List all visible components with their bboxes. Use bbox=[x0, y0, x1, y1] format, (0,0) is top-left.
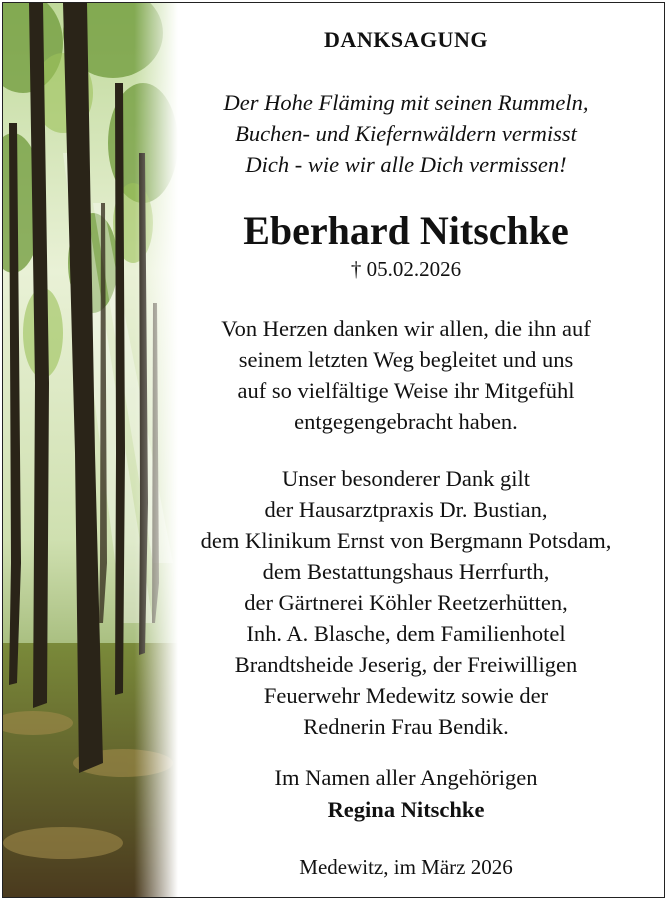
text-line: Unser besonderer Dank gilt bbox=[281, 466, 531, 491]
text-line: dem Bestattungshaus Herrfurth, bbox=[262, 559, 550, 584]
text-line: der Hausarztpraxis Dr. Bustian, bbox=[264, 497, 548, 522]
text-line: dem Klinikum Ernst von Bergmann Potsdam, bbox=[200, 528, 612, 553]
poem-line: Buchen- und Kiefernwäldern vermisst bbox=[235, 121, 577, 146]
deceased-name: Eberhard Nitschke bbox=[243, 208, 569, 253]
obituary-text bbox=[161, 3, 651, 897]
signature-name: Regina Nitschke bbox=[327, 797, 485, 822]
death-date: † 05.02.2026 bbox=[350, 257, 462, 281]
heading: DANKSAGUNG bbox=[324, 27, 488, 52]
poem-line: Der Hohe Fläming mit seinen Rummeln, bbox=[223, 90, 589, 115]
poem-line: Dich - wie wir alle Dich vermissen! bbox=[245, 152, 567, 177]
text-line: Feuerwehr Medewitz sowie der bbox=[263, 683, 549, 708]
text-line: Rednerin Frau Bendik. bbox=[303, 714, 509, 739]
forest-image bbox=[3, 3, 178, 897]
obituary-card bbox=[2, 2, 665, 898]
text-line: auf so vielfältige Weise ihr Mitgefühl bbox=[237, 378, 575, 403]
text-line: seinem letzten Weg begleitet und uns bbox=[238, 347, 574, 372]
thanks-paragraph bbox=[161, 313, 651, 437]
special-thanks bbox=[161, 463, 651, 742]
signature-intro: Im Namen aller Angehörigen bbox=[274, 765, 538, 790]
text-line: Inh. A. Blasche, dem Familienhotel bbox=[246, 621, 566, 646]
text-line: der Gärtnerei Köhler Reetzerhütten, bbox=[244, 590, 568, 615]
text-line: Von Herzen danken wir allen, die ihn auf bbox=[221, 316, 591, 341]
text-line: entgegengebracht haben. bbox=[294, 409, 518, 434]
place-date: Medewitz, im März 2026 bbox=[299, 855, 513, 879]
poem bbox=[161, 87, 651, 180]
text-line: Brandtsheide Jeserig, der Freiwilligen bbox=[234, 652, 578, 677]
